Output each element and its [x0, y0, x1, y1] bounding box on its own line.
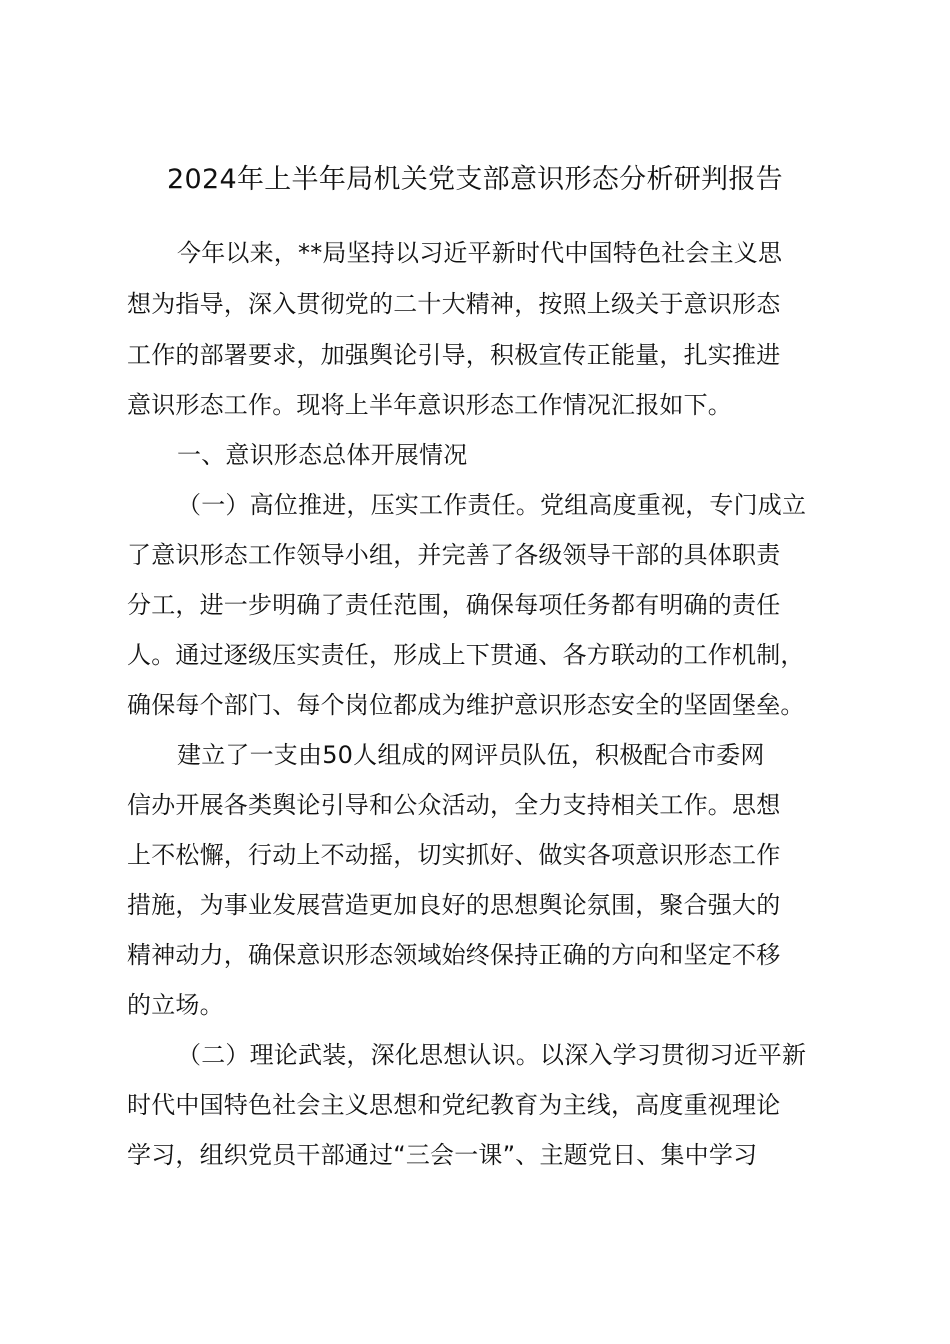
document-title: 2024年上半年局机关党支部意识形态分析研判报告	[167, 164, 783, 195]
body-line: 建立了一支由50人组成的网评员队伍，积极配合市委网	[177, 741, 765, 769]
body-line: 人。通过逐级压实责任，形成上下贯通、各方联动的工作机制，	[127, 641, 805, 669]
body-line: 分工，进一步明确了责任范围，确保每项任务都有明确的责任	[127, 591, 781, 619]
body-line: 信办开展各类舆论引导和公众活动，全力支持相关工作。思想	[127, 791, 781, 819]
body-line: （二）理论武装，深化思想认识。以深入学习贯彻习近平新	[177, 1041, 807, 1069]
body-line: 确保每个部门、每个岗位都成为维护意识形态安全的坚固堡垒。	[127, 691, 805, 719]
body-line: 精神动力，确保意识形态领域始终保持正确的方向和坚定不移	[127, 941, 781, 969]
body-line: 今年以来，**局坚持以习近平新时代中国特色社会主义思	[177, 239, 783, 267]
body-line: 的立场。	[127, 991, 224, 1019]
body-line: 了意识形态工作领导小组，并完善了各级领导干部的具体职责	[127, 541, 781, 569]
body-line: （一）高位推进，压实工作责任。党组高度重视，专门成立	[177, 491, 807, 519]
body-line: 学习，组织党员干部通过“三会一课”、主题党日、集中学习	[127, 1141, 758, 1169]
body-line: 时代中国特色社会主义思想和党纪教育为主线，高度重视理论	[127, 1091, 781, 1119]
section-heading: 一、意识形态总体开展情况	[177, 441, 468, 469]
body-line: 上不松懈，行动上不动摇，切实抓好、做实各项意识形态工作	[127, 841, 781, 869]
body-line: 意识形态工作。现将上半年意识形态工作情况汇报如下。	[127, 391, 732, 419]
body-line: 措施，为事业发展营造更加良好的思想舆论氛围，聚合强大的	[127, 891, 781, 919]
body-line: 工作的部署要求，加强舆论引导，积极宣传正能量，扎实推进	[127, 341, 781, 369]
body-line: 想为指导，深入贯彻党的二十大精神，按照上级关于意识形态	[127, 290, 781, 318]
